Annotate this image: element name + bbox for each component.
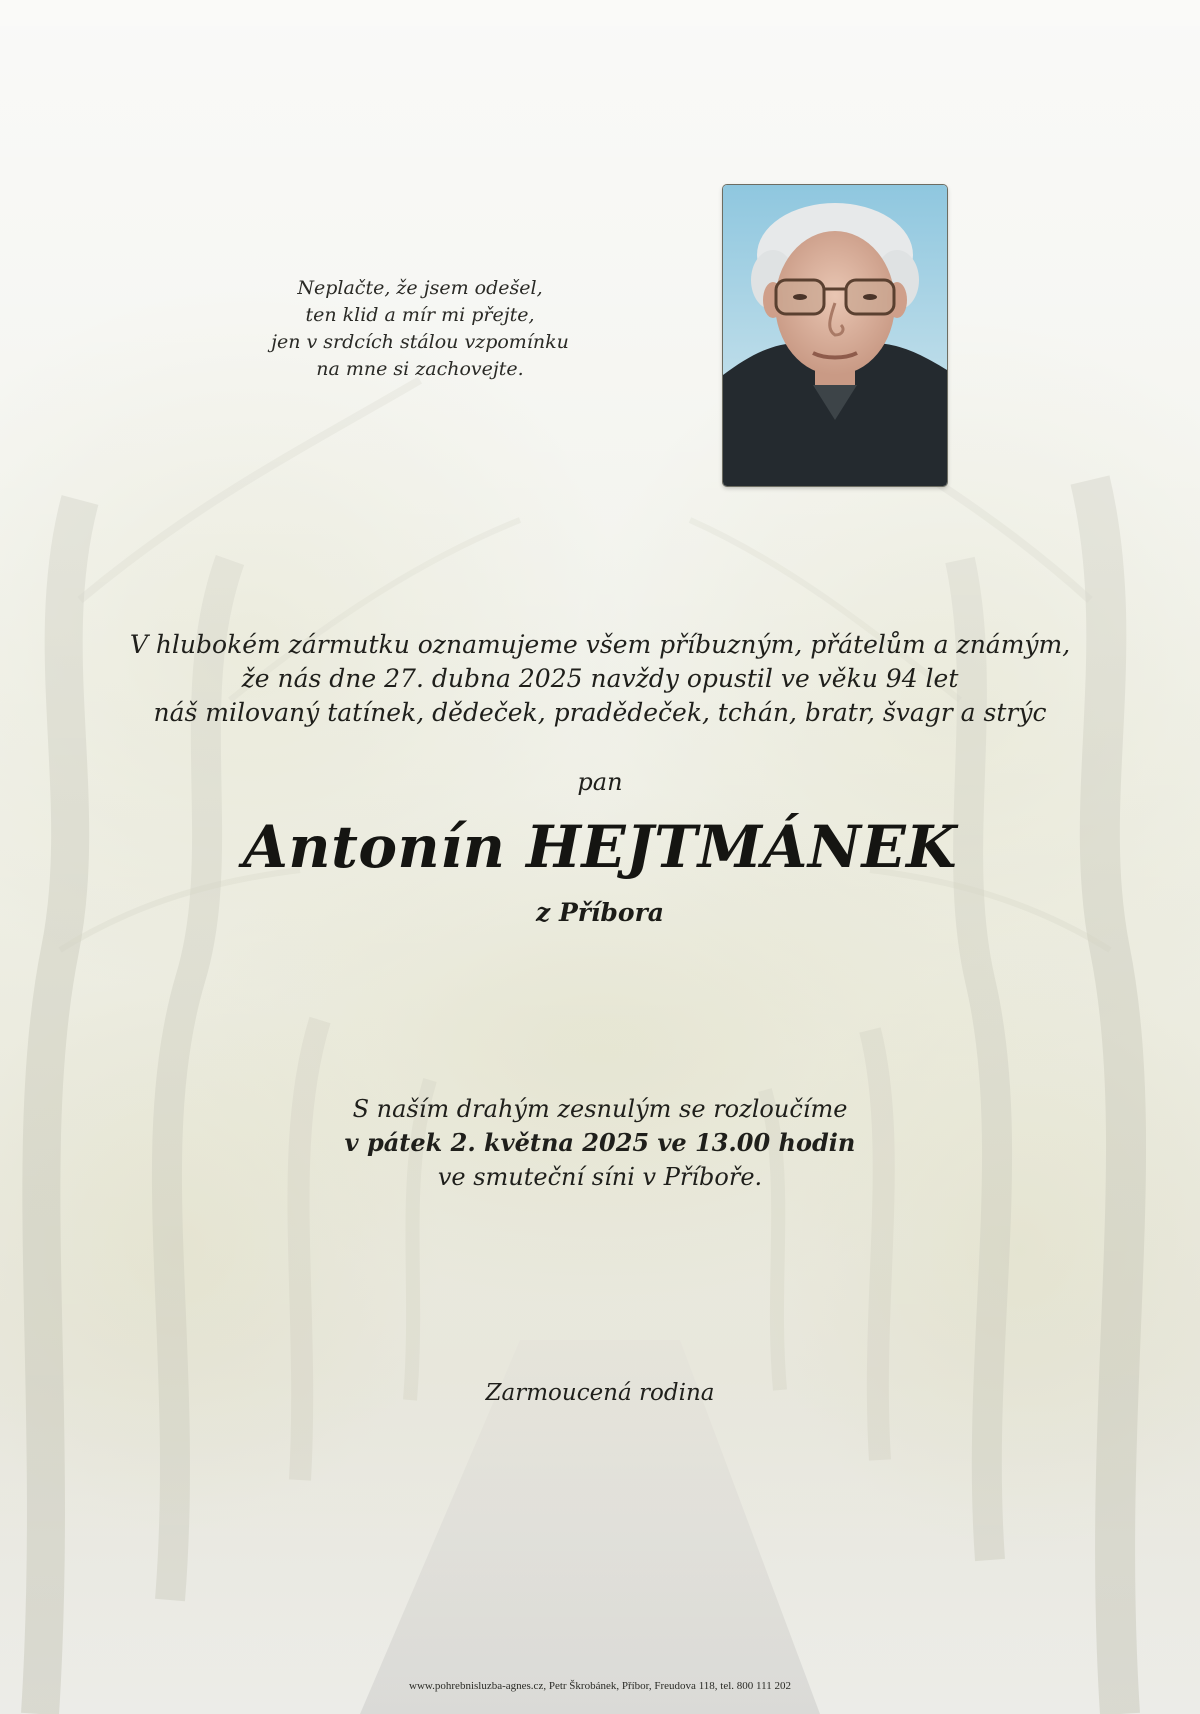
- deceased-portrait-photo: [723, 185, 947, 486]
- announcement-line: náš milovaný tatínek, dědeček, pradědeček, tchán, bratr, švagr a strýc: [153, 698, 1047, 727]
- funeral-intro: S naším drahým zesnulým se rozloučíme: [352, 1095, 848, 1123]
- funeral-date-time: v pátek 2. května 2025 ve 13.00 hodin: [344, 1128, 856, 1157]
- verse-line: na mne si zachovejte.: [316, 358, 524, 380]
- verse-line: ten klid a mír mi přejte,: [305, 304, 535, 326]
- salutation: pan: [577, 768, 623, 796]
- death-announcement: [100, 628, 1100, 730]
- family-signature: Zarmoucená rodina: [485, 1380, 715, 1406]
- announcement-line: že nás dne 27. dubna 2025 navždy opustil ve věku 94 let: [241, 664, 959, 693]
- deceased-name: Antonín HEJTMÁNEK: [242, 813, 958, 881]
- funeral-details: [100, 1092, 1100, 1194]
- announcement-line: V hlubokém zármutku oznamujeme všem příbuzným, přátelům a známým,: [129, 630, 1071, 659]
- funeral-location: ve smuteční síni v Příboře.: [437, 1163, 763, 1191]
- deceased-origin: z Příbora: [536, 898, 664, 927]
- memorial-verse: [200, 275, 640, 383]
- verse-line: jen v srdcích stálou vzpomínku: [271, 331, 569, 353]
- funeral-service-footer: www.pohrebnisluzba-agnes.cz, Petr Škrobánek, Příbor, Freudova 118, tel. 800 111 202: [409, 1680, 791, 1692]
- verse-line: Neplačte, že jsem odešel,: [297, 277, 543, 299]
